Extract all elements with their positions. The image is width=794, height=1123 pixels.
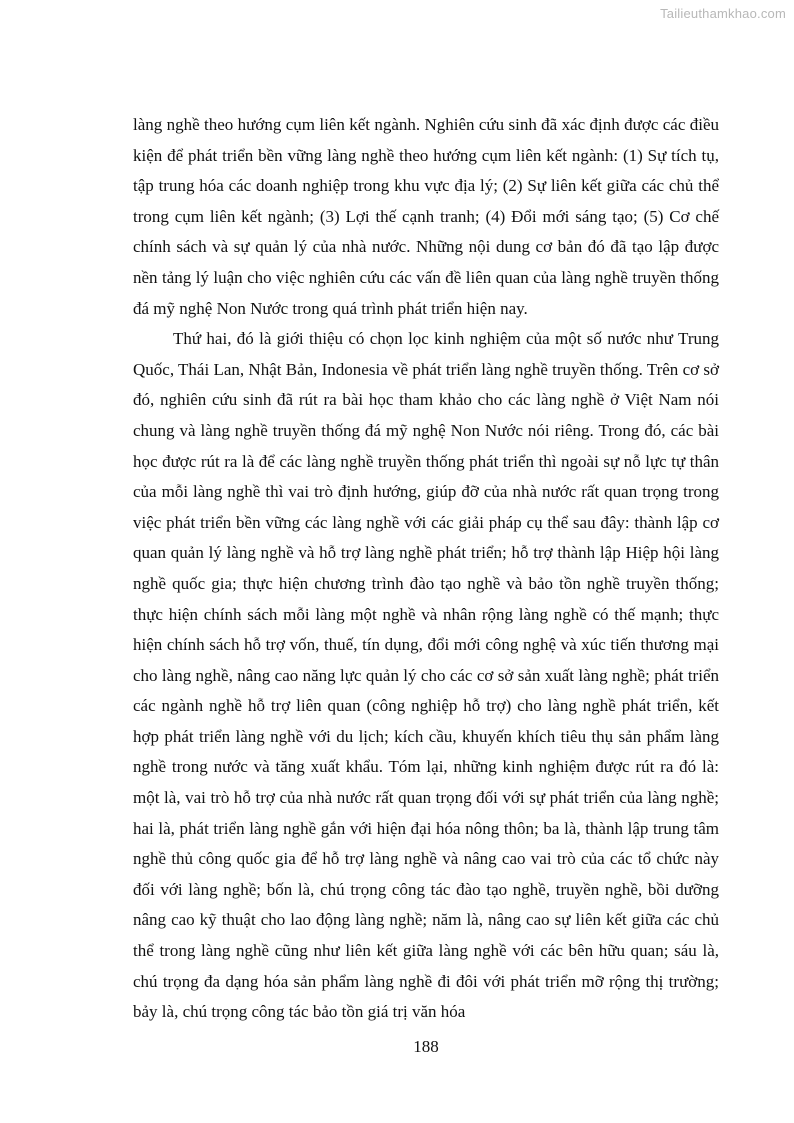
page-number: 188 <box>413 1037 439 1056</box>
page-body <box>133 110 719 1028</box>
paragraph-second-lesson: Thứ hai, đó là giới thiệu có chọn lọc kinh nghiệm của một số nước như Trung Quốc, Thái Lan, Nhật Bản, Indonesia về phát triển làng nghề truyền thống. Trên cơ sở đó, nghiên cứu sinh đã rút ra bài học tham khảo cho các làng nghề ở Việt Nam nói chung và làng nghề truyền thống đá mỹ nghệ Non Nước nói riêng. Trong đó, các bài học được rút ra là để các làng nghề truyền thống phát triển thì ngoài sự nỗ lực tự thân của mỗi làng nghề thì vai trò định hướng, giúp đỡ của nhà nước rất quan trọng trong việc phát triển bền vững các làng nghề với các giải pháp cụ thể sau đây: thành lập cơ quan quản lý làng nghề và hỗ trợ làng nghề phát triển; hỗ trợ thành lập Hiệp hội làng nghề quốc gia; thực hiện chương trình đào tạo nghề và bảo tồn nghề truyền thống; thực hiện chính sách mỗi làng một nghề và nhân rộng làng nghề có thế mạnh; thực hiện chính sách hỗ trợ vốn, thuế, tín dụng, đổi mới công nghệ và xúc tiến thương mại cho làng nghề, nâng cao năng lực quản lý cho các cơ sở sản xuất làng nghề; phát triển các ngành nghề hỗ trợ liên quan (công nghiệp hỗ trợ) cho làng nghề phát triển, kết hợp phát triển làng nghề với du lịch; kích cầu, khuyến khích tiêu thụ sản phẩm làng nghề trong nước và tăng xuất khẩu. Tóm lại, những kinh nghiệm được rút ra đó là: một là, vai trò hỗ trợ của nhà nước rất quan trọng đối với sự phát triển của làng nghề; hai là, phát triển làng nghề gắn với hiện đại hóa nông thôn; ba là, thành lập trung tâm nghề thủ công quốc gia để hỗ trợ làng nghề và nâng cao vai trò của các tổ chức này đối với làng nghề; bốn là, chú trọng công tác đào tạo nghề, truyền nghề, bồi dưỡng nâng cao kỹ thuật cho lao động làng nghề; năm là, nâng cao sự liên kết giữa các chủ thể trong làng nghề cũng như liên kết giữa làng nghề với các bên hữu quan; sáu là, chú trọng đa dạng hóa sản phẩm làng nghề đi đôi với phát triển mỡ rộng thị trường; bảy là, chú trọng công tác bảo tồn giá trị văn hóa <box>133 329 719 1022</box>
watermark-text: Tailieuthamkhao.com <box>660 6 786 21</box>
paragraph-continuation: làng nghề theo hướng cụm liên kết ngành. Nghiên cứu sinh đã xác định được các điều kiện để phát triển bền vững làng nghề theo hướng cụm liên kết ngành: (1) Sự tích tụ, tập trung hóa các doanh nghiệp trong khu vực địa lý; (2) Sự liên kết giữa các chủ thể trong cụm liên kết ngành; (3) Lợi thế cạnh tranh; (4) Đổi mới sáng tạo; (5) Cơ chế chính sách và sự quản lý của nhà nước. Những nội dung cơ bản đó đã tạo lập được nền tảng lý luận cho việc nghiên cứu các vấn đề liên quan của làng nghề truyền thống đá mỹ nghệ Non Nước trong quá trình phát triển hiện nay. <box>133 115 719 318</box>
